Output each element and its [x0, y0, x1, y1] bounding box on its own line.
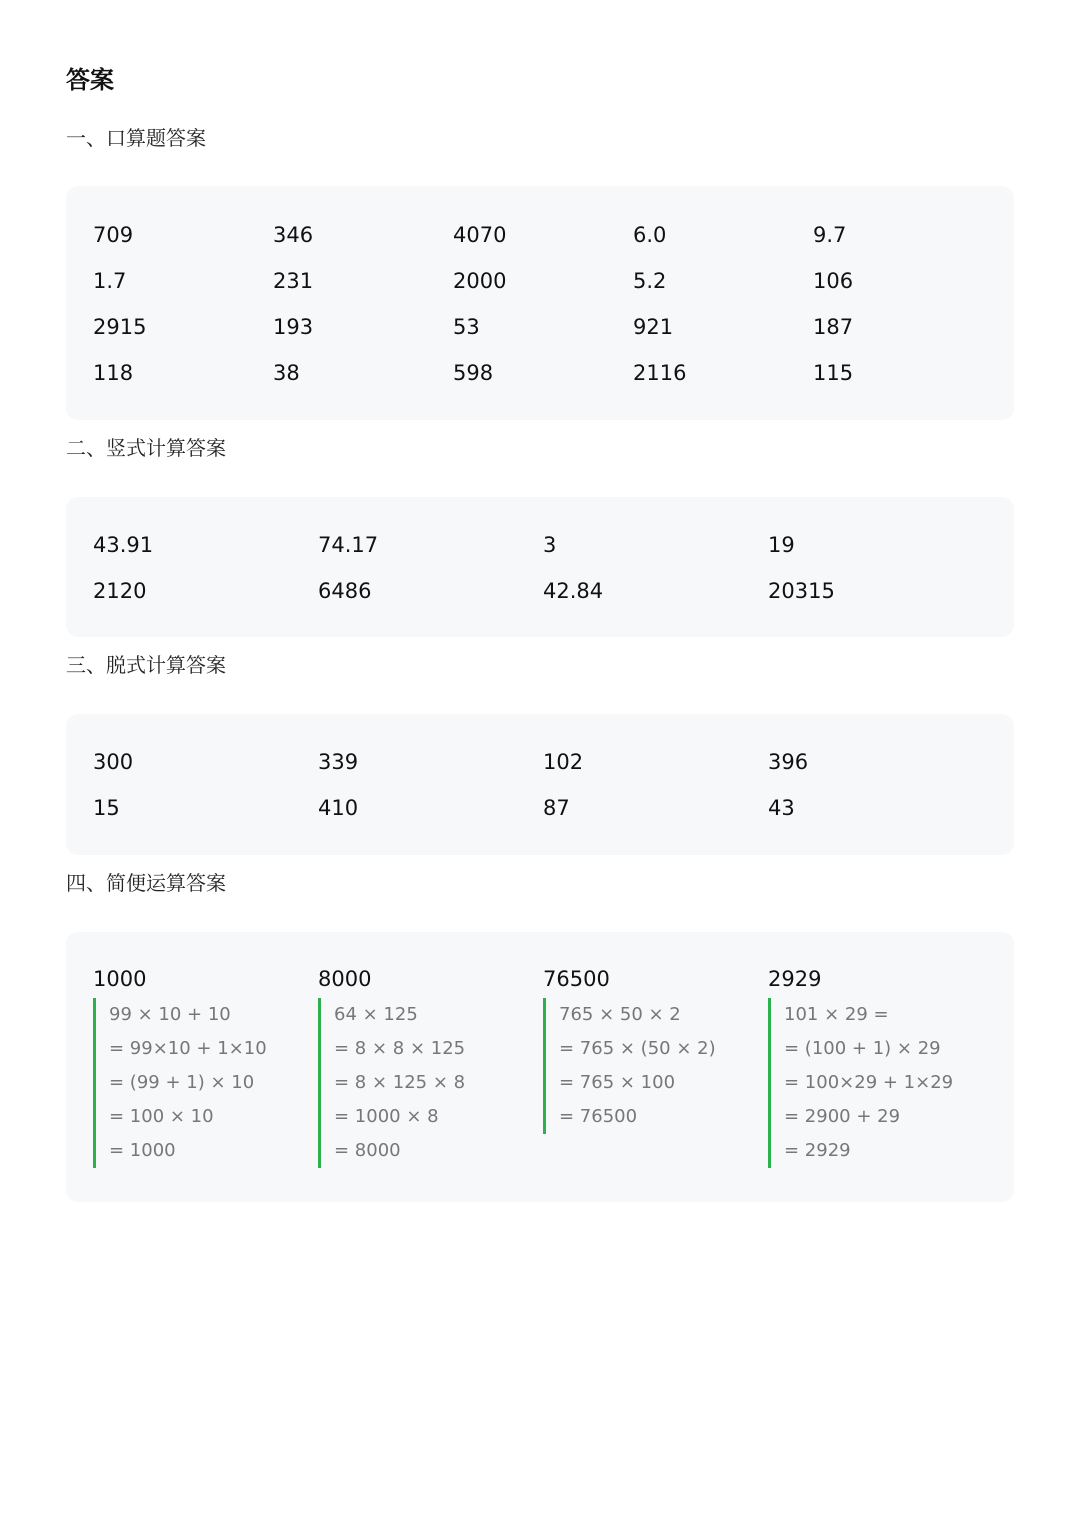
- solution-step: = 765 × 100: [559, 1072, 676, 1093]
- solution-step: = (99 + 1) × 10: [109, 1072, 255, 1093]
- answer-cell: 6486: [318, 579, 372, 603]
- answer-cell: 2120: [93, 579, 147, 603]
- solution-step: 64 × 125: [334, 1004, 418, 1025]
- answer-cell: 1.7: [93, 269, 127, 293]
- simplified-answer-column: [93, 964, 267, 1168]
- section-heading-simplified-calc: 四、简便运算答案: [66, 871, 226, 895]
- answer-cell: 106: [813, 269, 854, 293]
- solution-step: 765 × 50 × 2: [559, 1004, 681, 1025]
- answer-cell: 921: [633, 315, 674, 339]
- solution-step: = 8000: [334, 1140, 401, 1161]
- solution-step: = 76500: [559, 1106, 638, 1127]
- answer-cell: 598: [453, 361, 494, 385]
- solution-step: = 8 × 125 × 8: [334, 1072, 466, 1093]
- simplified-calc-answers-panel: [66, 932, 1014, 1202]
- answer-cell: 115: [813, 361, 854, 385]
- answer-cell: 2116: [633, 361, 687, 385]
- answer-cell: 5.2: [633, 269, 667, 293]
- answer-cell: 42.84: [543, 579, 604, 603]
- simplified-answer-value: 76500: [543, 967, 610, 991]
- answer-cell: 9.7: [813, 223, 847, 247]
- solution-step: = 1000: [109, 1140, 176, 1161]
- simplified-answer-column: [768, 964, 953, 1168]
- section-heading-stepwise-calc: 三、脱式计算答案: [66, 653, 226, 677]
- answer-cell: 410: [318, 796, 359, 820]
- answer-cell: 231: [273, 269, 314, 293]
- solution-step: 99 × 10 + 10: [109, 1004, 231, 1025]
- answer-cell: 118: [93, 361, 134, 385]
- answer-cell: 19: [768, 533, 795, 557]
- solution-steps: [318, 998, 465, 1168]
- answer-cell: 38: [273, 361, 300, 385]
- simplified-answer-value: 1000: [93, 967, 147, 991]
- answer-cell: 339: [318, 750, 359, 774]
- answer-cell: 20315: [768, 579, 835, 603]
- solution-steps: [768, 998, 953, 1168]
- answer-cell: 709: [93, 223, 134, 247]
- answer-cell: 346: [273, 223, 314, 247]
- answer-cell: 193: [273, 315, 314, 339]
- simplified-answer-value: 8000: [318, 967, 372, 991]
- solution-step: = 100 × 10: [109, 1106, 214, 1127]
- solution-step: = 8 × 8 × 125: [334, 1038, 466, 1059]
- solution-step: = 2929: [784, 1140, 851, 1161]
- answer-cell: 3: [543, 533, 557, 557]
- answer-cell: 2915: [93, 315, 147, 339]
- solution-step: = 765 × (50 × 2): [559, 1038, 716, 1059]
- solution-step: = (100 + 1) × 29: [784, 1038, 941, 1059]
- vertical-calc-answers-panel: [66, 497, 1014, 637]
- solution-step: = 100×29 + 1×29: [784, 1072, 954, 1093]
- section-heading-vertical-calc: 二、竖式计算答案: [66, 436, 226, 460]
- answer-cell: 43: [768, 796, 795, 820]
- section-heading-mental-math: 一、口算题答案: [66, 126, 206, 150]
- simplified-answer-value: 2929: [768, 967, 822, 991]
- simplified-answer-column: [318, 964, 465, 1168]
- mental-math-answers-panel: [66, 186, 1014, 420]
- answer-cell: 102: [543, 750, 584, 774]
- answer-cell: 2000: [453, 269, 507, 293]
- answer-cell: 396: [768, 750, 809, 774]
- answer-cell: 53: [453, 315, 480, 339]
- simplified-answer-column: [543, 964, 716, 1134]
- answer-cell: 74.17: [318, 533, 379, 557]
- solution-step: = 1000 × 8: [334, 1106, 439, 1127]
- solution-steps: [543, 998, 716, 1134]
- answer-cell: 4070: [453, 223, 507, 247]
- solution-step: = 99×10 + 1×10: [109, 1038, 267, 1059]
- answer-cell: 187: [813, 315, 854, 339]
- solution-steps: [93, 998, 267, 1168]
- answer-cell: 15: [93, 796, 120, 820]
- answer-cell: 87: [543, 796, 570, 820]
- solution-step: 101 × 29 =: [784, 1004, 889, 1025]
- answer-cell: 300: [93, 750, 134, 774]
- solution-step: = 2900 + 29: [784, 1106, 901, 1127]
- page-title: 答案: [66, 66, 114, 94]
- answer-cell: 43.91: [93, 533, 154, 557]
- answer-cell: 6.0: [633, 223, 667, 247]
- stepwise-calc-answers-panel: [66, 714, 1014, 855]
